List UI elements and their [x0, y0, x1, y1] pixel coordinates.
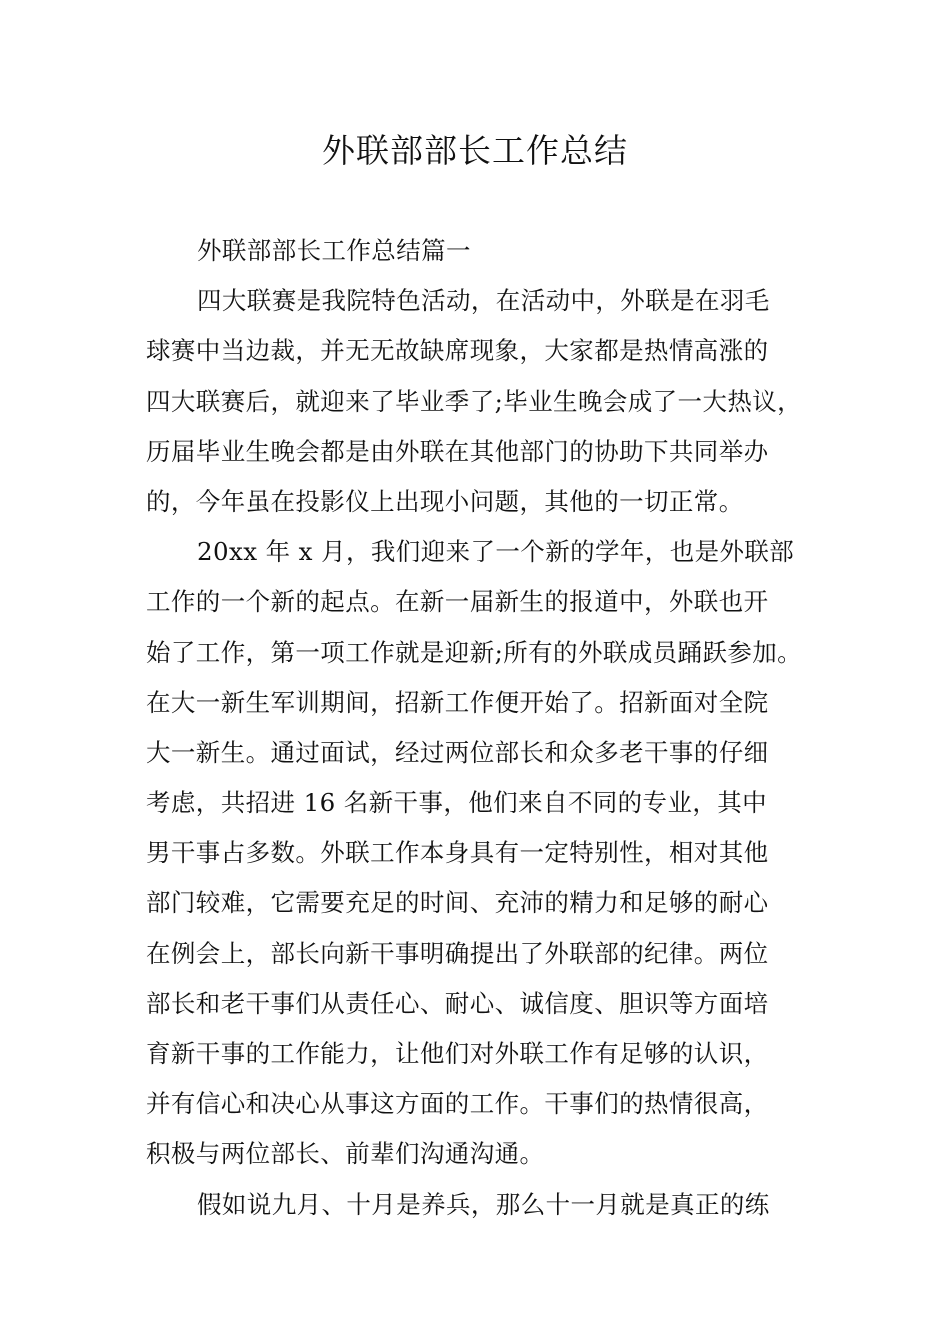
text-line: 历届毕业生晚会都是由外联在其他部门的协助下共同举办 — [146, 436, 769, 466]
text-line: 积极与两位部长、前辈们沟通沟通。 — [146, 1139, 545, 1169]
text-line: 四大联赛是我院特色活动，在活动中，外联是在羽毛 — [197, 286, 770, 316]
text-line: 部门较难，它需要充足的时间、充沛的精力和足够的耐心 — [146, 888, 769, 918]
text-line: 育新干事的工作能力，让他们对外联工作有足够的认识， — [146, 1039, 769, 1068]
text-line: 的，今年虽在投影仪上出现小问题，其他的一切正常。 — [146, 486, 744, 516]
document-title: 外联部部长工作总结 — [322, 131, 628, 170]
text-line: 在大一新生军训期间，招新工作便开始了。招新面对全院 — [146, 687, 769, 717]
text-line: 大一新生。通过面试，经过两位部长和众多老干事的仔细 — [146, 737, 769, 767]
text-line: 在例会上，部长向新干事明确提出了外联部的纪律。两位 — [146, 938, 769, 968]
text-line: 考虑，共招进 16 名新干事，他们来自不同的专业，其中 — [146, 788, 768, 818]
text-line: 工作的一个新的起点。在新一届新生的报道中，外联也开 — [146, 587, 769, 617]
document-body — [146, 226, 826, 1230]
text-line: 球赛中当边裁，并无无故缺席现象，大家都是热情高涨的 — [146, 336, 769, 366]
text-line: 20xx 年 x 月，我们迎来了一个新的学年，也是外联部 — [197, 537, 795, 567]
text-line: 四大联赛后，就迎来了毕业季了;毕业生晚会成了一大热议， — [146, 386, 803, 416]
text-line: 部长和老干事们从责任心、耐心、诚信度、胆识等方面培 — [146, 988, 769, 1018]
text-line: 假如说九月、十月是养兵，那么十一月就是真正的练 — [197, 1189, 770, 1219]
text-line: 并有信心和决心从事这方面的工作。干事们的热情很高， — [146, 1089, 769, 1119]
text-line: 外联部部长工作总结篇一 — [197, 236, 471, 265]
text-line: 男干事占多数。外联工作本身具有一定特别性，相对其他 — [146, 838, 769, 868]
text-line: 始了工作，第一项工作就是迎新;所有的外联成员踊跃参加。 — [146, 637, 803, 667]
